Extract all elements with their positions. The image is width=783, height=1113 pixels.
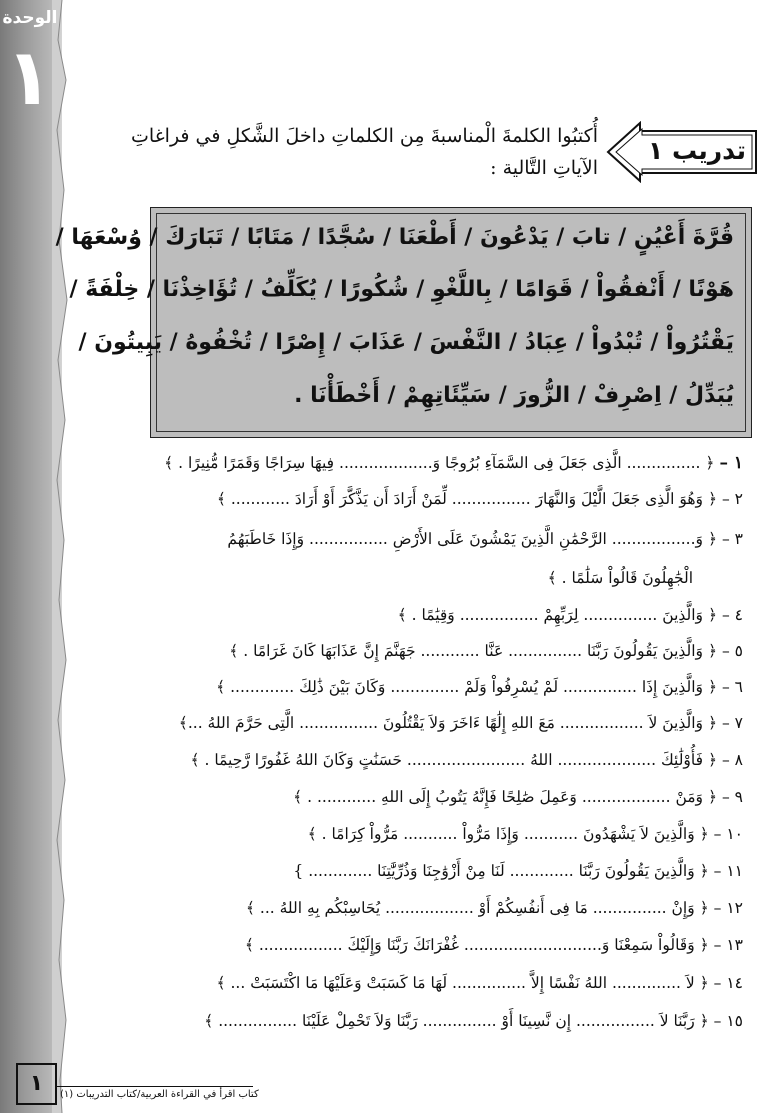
book-title: كتاب اقرأ في القراءة العربية/كتاب التدريبات (١) xyxy=(60,1089,259,1100)
question-number: ١٥ – xyxy=(713,1012,743,1030)
question-text: ﴿ وَالَّذِينَ يَقُولُونَ رَبَّنَا ............. لَنَا مِنْ أَزْوَٰجِنَا وَذُرِّيَّٰتِنَا ............. } xyxy=(293,862,709,880)
question-text: ﴿ وَإِنْ ............... مَا فِى أَنفُسِكُمْ أَوْ .................. يُحَاسِبْكُم بِهِ اللهُ ... ﴾ xyxy=(245,899,709,917)
question-number: ٦ – xyxy=(721,678,743,696)
exercise-instruction xyxy=(130,120,598,184)
unit-label: الوحدة xyxy=(2,8,58,28)
question-number: ٥ – xyxy=(721,642,743,660)
question-number: ٤ – xyxy=(721,606,743,624)
instruction-line-2: الآياتِ التَّالية : xyxy=(490,157,598,179)
question-item xyxy=(293,860,743,882)
question-item xyxy=(217,972,744,994)
question-text: ﴿ وَ................. الرَّحْمَٰنِ الَّذِينَ يَمْشُونَ عَلَى الأَرْضِ ................ وَإِذَا خَاطَبَهُمُ xyxy=(227,530,718,548)
word-bank-line: يَقْتُرُواْ / تُبْدُواْ / عِبَادُ / النَّفْسَ / عَذَابَ / إِصْرًا / تُخْفُوهُ / يَبِيتُونَ / xyxy=(78,330,734,355)
word-bank-line: هَوْنًا / أَنْفقُواْ / قَوَامًا / بِاللَّغْوِ / شُكُورًا / يُكَلِّفُ / تُؤَاخِذْنَا / خِلْفَةً / xyxy=(69,277,734,302)
question-text: ﴿ وَالَّذِينَ يَقُولُونَ رَبَّنَا ............... عَنَّا ............ جَهَنَّمَ إِنَّ عَذَابَهَا كَانَ غَرَامًا . ﴾ xyxy=(229,642,718,660)
question-number: ٨ – xyxy=(721,751,743,769)
question-item xyxy=(308,823,743,845)
question-item xyxy=(164,452,743,474)
question-text: ﴿ فَأُوْلَٰئِكَ .................... اللهُ ........................ حَسَنَٰتٍ وَكَانَ اللهُ غَفُورًا رَّحِيمًا . ﴾ xyxy=(190,751,718,769)
question-text: ﴿ رَبَّنَا لاَ ................ إِن نَّسِينَا أَوْ ............... رَبَّنَا وَلاَ تَحْمِلْ عَلَيْنَا ................ ﴾ xyxy=(204,1012,709,1030)
question-number: ١١ – xyxy=(713,862,743,880)
instruction-line-1: أُكتبُوا الكلمةَ الْمناسبةَ مِن الكلماتِ داخلَ الشَّكلِ في فراغاتِ xyxy=(131,125,598,147)
footer-divider xyxy=(57,1086,253,1087)
question-number: ٣ – xyxy=(721,530,743,548)
question-item xyxy=(398,604,743,626)
question-item xyxy=(245,934,743,956)
question-continuation xyxy=(548,567,693,589)
question-item xyxy=(227,528,743,550)
question-item xyxy=(293,786,743,808)
question-text: ﴿ لاَ .............. اللهُ نَفْسًا إِلاَّ ............... لَهَا مَا كَسَبَتْ وَعَلَيْهَا مَا اكْتَسَبَتْ ... ﴾ xyxy=(216,974,709,992)
question-number: ١ – xyxy=(719,453,743,473)
question-item xyxy=(216,676,743,698)
torn-edge-decoration xyxy=(52,0,74,1113)
question-number: ١٠ – xyxy=(713,825,743,843)
question-number: ١٢ – xyxy=(713,899,743,917)
exercise-title: تدريب ١ xyxy=(647,136,747,165)
word-bank-line: يُبَدِّلُ / اِصْرِفْ / الزُّورَ / سَيِّئَاتِهِمْ / أَخْطَأْنَا . xyxy=(294,383,734,408)
question-text: ﴿ وَمَنْ .................. وَعَمِلَ صَٰلِحًا فَإِنَّهُ يَتُوبُ إِلَى اللهِ ............ . ﴾ xyxy=(293,788,718,806)
question-text: ﴿ وَالَّذِينَ إِذَا ............... لَمْ يُسْرِفُواْ وَلَمْ .............. وَكَانَ بَيْنَ ذَٰلِكَ ............. ﴾ xyxy=(216,678,718,696)
question-text: ﴿ وَهُوَ الَّذِى جَعَلَ الَّيْلَ وَالنَّهَارَ ................ لِّمَنْ أَرَادَ أَن يَذَّكَّرَ أَوْ أَرَادَ ............ ﴾ xyxy=(216,490,718,508)
page-number-box: ١ xyxy=(16,1063,57,1105)
question-number: ١٣ – xyxy=(713,936,743,954)
question-item xyxy=(191,749,744,771)
question-text: الْجَٰهِلُونَ قَالُواْ سَلَٰمًا . ﴾ xyxy=(547,569,693,587)
question-text: ﴿ ............... الَّذِى جَعَلَ فِى السَّمَآءِ بُرُوجًا وَ................... فِيهَا سِرَاجًا وَقَمَرًا مُّنِيرًا . ﴾ xyxy=(164,454,715,472)
question-text: ﴿ وَالَّذِينَ لاَ ................. مَعَ اللهِ إِلَٰهًا ءَاخَرَ وَلاَ يَقْتُلُونَ ................ الَّتِى حَرَّمَ اللهُ ...﴾ xyxy=(178,714,718,732)
question-text: ﴿ وَالَّذِينَ لاَ يَشْهَدُونَ ........... وَإِذَا مَرُّواْ ........... مَرُّواْ كِرَامًا . ﴾ xyxy=(307,825,709,843)
question-item xyxy=(246,897,743,919)
question-number: ١٤ – xyxy=(713,974,743,992)
question-text: ﴿ وَالَّذِينَ ............... لِرَبِّهِمْ ................ وَقِيَٰمًا . ﴾ xyxy=(397,606,718,624)
unit-number: ١ xyxy=(5,33,53,123)
word-bank-line: قُرَّةَ أَعْيُنٍ / تابَ / يَدْعُونَ / أَطْعَنَا / سُجَّدًا / مَتَابًا / تَبَارَكَ / وُسْعَهَا / xyxy=(55,225,734,250)
question-item xyxy=(204,1010,743,1032)
question-number: ٢ – xyxy=(721,490,743,508)
question-item xyxy=(217,488,743,510)
question-item xyxy=(179,712,743,734)
question-item xyxy=(229,640,743,662)
question-number: ٧ – xyxy=(721,714,743,732)
question-number: ٩ – xyxy=(721,788,743,806)
question-text: ﴿ وَقَالُواْ سَمِعْنَا وَ............................ غُفْرَانَكَ رَبَّنَا وَإِلَيْكَ ................. ﴾ xyxy=(244,936,709,954)
